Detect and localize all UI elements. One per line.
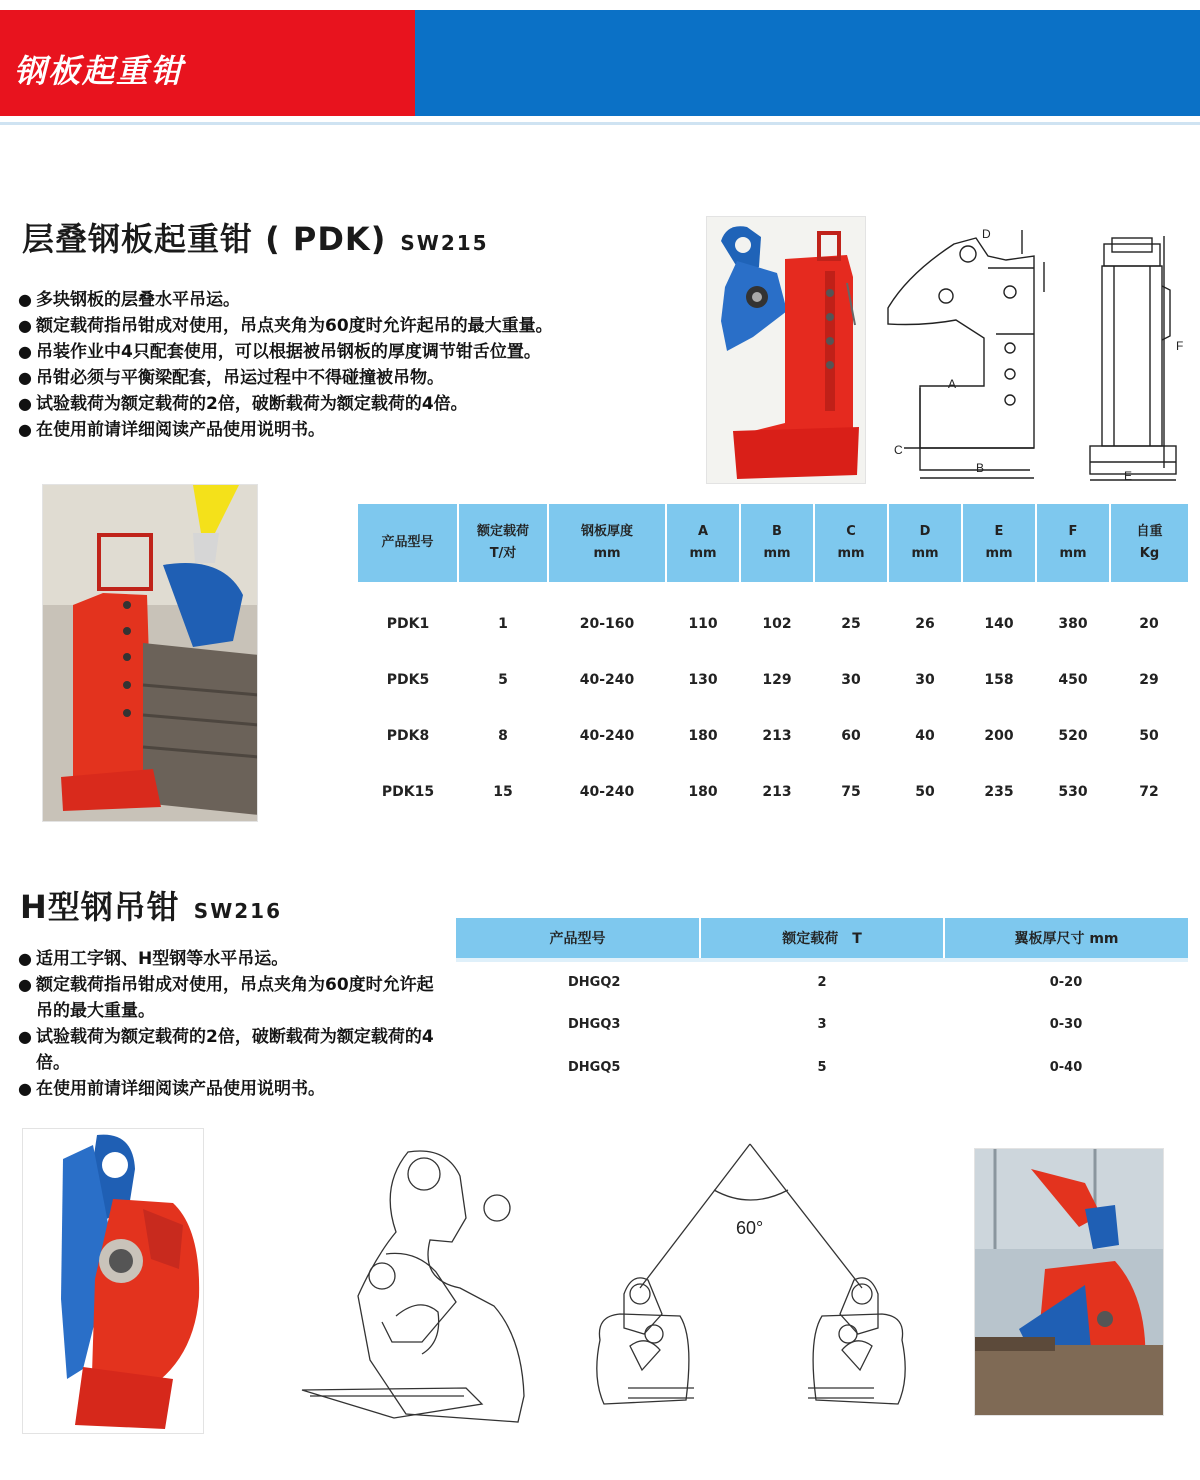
list-item: ● 试验载荷为额定载荷的2倍，破断载荷为额定载荷的4倍。 (18, 391, 678, 417)
dhq-code: SW216 (193, 899, 283, 923)
table-cell: 129 (762, 672, 792, 688)
table-cell: 75 (841, 784, 861, 800)
table-cell: 200 (984, 728, 1014, 744)
angle-label: 60° (736, 1218, 764, 1238)
table-cell: 130 (688, 672, 718, 688)
table-cell: PDK8 (386, 728, 430, 744)
table-cell: 213 (762, 728, 792, 744)
table-cell: 40-240 (579, 728, 635, 744)
table-header: 额定载荷 T (700, 918, 944, 960)
table-cell: 2 (817, 975, 827, 990)
table-cell: 20-160 (579, 616, 635, 632)
table-cell: 30 (841, 672, 861, 688)
table-cell: 180 (688, 784, 718, 800)
table-cell: 0-20 (1049, 975, 1083, 990)
table-row (456, 960, 1188, 1003)
pdk-section-title (22, 214, 489, 260)
table-header: 自重 Kg (1110, 504, 1188, 582)
table-header: 产品型号 (456, 918, 700, 960)
banner-title: 钢板起重钳 (14, 52, 185, 90)
list-item: ● 多块钢板的层叠水平吊运。 (18, 287, 678, 313)
table-cell: 1 (498, 616, 508, 632)
dim-label-c: C (894, 443, 903, 457)
list-item: ● 吊钳必须与平衡梁配套，吊运过程中不得碰撞被吊物。 (18, 365, 678, 391)
table-cell: 15 (493, 784, 513, 800)
table-row (358, 652, 1188, 708)
list-item: ● 额定载荷指吊钳成对使用，吊点夹角为60度时允许起吊的最大重量。 (18, 313, 678, 339)
table-cell: 450 (1058, 672, 1088, 688)
table-header: 额定载荷 T/对 (458, 504, 548, 582)
pdk-feature-list (18, 287, 678, 443)
pdk-dimension-drawing-side (1080, 236, 1190, 484)
dim-label-f: F (1176, 339, 1184, 353)
dhq-title: H型钢吊钳 (20, 888, 180, 926)
table-row (358, 708, 1188, 764)
table-cell: 40-240 (579, 784, 635, 800)
table-cell: 40 (915, 728, 935, 744)
table-cell: PDK1 (386, 616, 430, 632)
table-header: C mm (814, 504, 888, 582)
list-item: ● 在使用前请详细阅读产品使用说明书。 (18, 1076, 448, 1102)
table-cell: 530 (1058, 784, 1088, 800)
pdk-product-photo (706, 216, 866, 484)
table-cell: 3 (817, 1017, 827, 1032)
table-cell: 20 (1139, 616, 1159, 632)
dhq-pair-angle-drawing (584, 1138, 928, 1434)
table-cell: 0-30 (1049, 1017, 1083, 1032)
table-header: 产品型号 (358, 504, 458, 582)
table-cell: 235 (984, 784, 1014, 800)
table-header: F mm (1036, 504, 1110, 582)
table-cell: 102 (762, 616, 792, 632)
dim-label-d: D (982, 227, 991, 241)
list-item: ● 额定载荷指吊钳成对使用，吊点夹角为60度时允许起吊的最大重量。 (18, 972, 448, 1024)
list-item: ● 适用工字钢、H型钢等水平吊运。 (18, 946, 448, 972)
table-cell: DHGQ2 (568, 975, 621, 990)
table-cell: 180 (688, 728, 718, 744)
list-item: ● 试验载荷为额定载荷的2倍，破断载荷为额定载荷的4倍。 (18, 1024, 448, 1076)
pdk-spec-table (358, 504, 1188, 820)
table-header-row (456, 918, 1188, 960)
table-header: B mm (740, 504, 814, 582)
table-cell: 50 (1139, 728, 1159, 744)
table-cell: PDK15 (381, 784, 435, 800)
table-row (358, 596, 1188, 652)
table-cell: 25 (841, 616, 861, 632)
table-row (456, 1046, 1188, 1089)
dim-label-e: E (1124, 469, 1133, 483)
table-cell: PDK5 (386, 672, 430, 688)
pdk-dimension-drawing-front (884, 226, 1060, 488)
table-cell: 60 (841, 728, 861, 744)
banner-divider (0, 122, 1200, 125)
page-banner (0, 10, 1200, 116)
table-cell: DHGQ3 (568, 1017, 621, 1032)
dhq-clamp-drawing (296, 1146, 528, 1430)
dhq-feature-list (18, 946, 448, 1102)
table-row (456, 1003, 1188, 1046)
table-cell: 72 (1139, 784, 1159, 800)
table-header: A mm (666, 504, 740, 582)
pdk-title: 层叠钢板起重钳 ( PDK) (22, 220, 387, 258)
table-header: 翼板厚尺寸 mm (944, 918, 1188, 960)
table-cell: 140 (984, 616, 1014, 632)
table-cell: 380 (1058, 616, 1088, 632)
table-header-row (358, 504, 1188, 582)
table-cell: 158 (984, 672, 1014, 688)
table-cell: 40-240 (579, 672, 635, 688)
table-cell: 30 (915, 672, 935, 688)
table-cell: 0-40 (1049, 1060, 1083, 1075)
table-header: D mm (888, 504, 962, 582)
table-cell: 520 (1058, 728, 1088, 744)
table-cell: 50 (915, 784, 935, 800)
table-row (358, 764, 1188, 820)
list-item: ● 在使用前请详细阅读产品使用说明书。 (18, 417, 678, 443)
dhq-usage-photo (974, 1148, 1164, 1416)
dhq-section-title (20, 882, 282, 928)
list-item: ● 吊装作业中4只配套使用，可以根据被吊钢板的厚度调节钳舌位置。 (18, 339, 678, 365)
table-header: E mm (962, 504, 1036, 582)
pdk-usage-photo (42, 484, 258, 822)
dim-label-a: A (948, 377, 957, 391)
dhq-product-photo (22, 1128, 204, 1434)
dim-label-b: B (976, 461, 985, 475)
table-cell: 5 (498, 672, 508, 688)
table-cell: 110 (688, 616, 718, 632)
table-cell: DHGQ5 (568, 1060, 621, 1075)
table-cell: 5 (817, 1060, 827, 1075)
table-header: 钢板厚度 mm (548, 504, 666, 582)
pdk-code: SW215 (400, 231, 489, 255)
table-cell: 26 (915, 616, 935, 632)
dhq-spec-table (456, 918, 1188, 1089)
table-cell: 29 (1139, 672, 1159, 688)
banner-blue-block (415, 10, 1200, 116)
table-cell: 8 (498, 728, 508, 744)
table-cell: 213 (762, 784, 792, 800)
